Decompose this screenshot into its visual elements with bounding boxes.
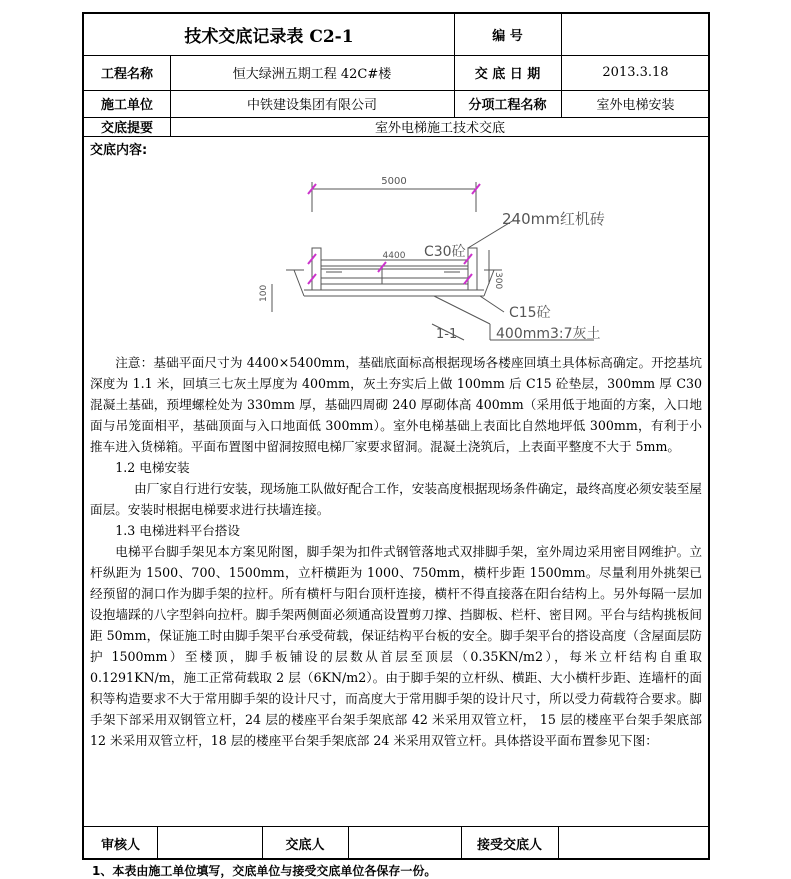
label-soil: 400mm3:7灰土 (496, 326, 601, 342)
dim-top: 5000 (381, 176, 407, 187)
label-section: 1-1 (436, 327, 458, 342)
date-value: 2013.3.18 (602, 65, 669, 80)
heading-1-2: 1.2 电梯安装 (115, 460, 190, 475)
number-value (561, 14, 710, 55)
dim-right: 300 (493, 272, 503, 290)
project-label: 工程名称 (100, 67, 153, 82)
date-label: 交 底 日 期 (474, 67, 541, 82)
label-c30: C30砼 (424, 244, 466, 260)
summary-label: 交底提要 (100, 121, 153, 136)
disclosure-form (82, 12, 710, 860)
project-value: 恒大绿洲五期工程 42C#楼 (232, 67, 392, 82)
unit-label: 施工单位 (100, 98, 153, 113)
paragraph-install: 由厂家自行进行安装，现场施工队做好配合工作，安装高度根据现场条件确定，最终高度必须安装至屋面层。安装时根据电梯要求进行扶墙连接。 (90, 481, 702, 517)
label-brick: 240mm红机砖 (502, 210, 605, 228)
dim-inner: 4400 (382, 251, 406, 261)
subproject-value: 室外电梯安装 (596, 98, 675, 113)
disclosure-body (90, 352, 702, 751)
content-label: 交底内容: (90, 142, 148, 158)
footnote: 1、本表由施工单位填写，交底单位与接受交底单位各保存一份。 (92, 864, 437, 878)
summary-value: 室外电梯施工技术交底 (374, 121, 505, 136)
receiver-label: 接受交底人 (476, 837, 542, 853)
reviewer-value (157, 826, 262, 860)
reviewer-label: 审核人 (100, 837, 140, 853)
label-c15: C15砼 (509, 305, 551, 321)
discloser-value (348, 826, 461, 860)
foundation-section (259, 172, 605, 347)
discloser-label: 交底人 (285, 837, 325, 853)
paragraph-notice: 注意：基础平面尺寸为 4400×5400mm，基础底面标高根据现场各楼座回填土具体标高确定。开挖基坑深度为 1.1 米，回填三七灰土厚度为 400mm，灰土夯实后上做 100mm 后 C15 砼垫层，300mm 厚 C30 混凝土基础，预埋螺栓处为 330mm 厚，基础四周砌 240 厚砌体高 400mm（采用低于地面的方案，入口地面与吊笼面相平，基础顶面与入口地面低 300mm）。室外电梯基础上表面比自然地坪低 300mm，有利于小推车进入货梯箱。平面布置图中留洞按照电梯厂家要求留洞。混凝土浇筑后，上表面平整度不大于 5mm。 (90, 355, 702, 454)
paragraph-platform: 电梯平台脚手架见本方案见附图，脚手架为扣件式钢管落地式双排脚手架，室外周边采用密目网维护。立杆纵距为 1500、700、1500mm，立杆横距为 1000、750mm，横杆步距 1500mm。尽量利用外挑架已经预留的洞口作为脚手架的拉杆。所有横杆与阳台顶杆连接，横杆不得直接落在阳台结构上。另外每隔一层加设抱墙踩的八字型斜向拉杆。脚手架两侧面必须通高设置剪刀撑、挡脚板、栏杆、密目网。平台与结构挑板间距 50mm，保证施工时由脚手架平台承受荷载，保证结构平台板的安全。脚手架平台的搭设高度（含屋面层防护 1500mm）至楼顶，脚手板铺设的层数从首层至顶层（0.35KN/m2），每米立杆结构自重取 0.1291KN/m，施工正常荷载取 2 层（6KN/m2）。由于脚手架的立杆纵、横距、大小横杆步距、连墙杆的面积等构造要求不大于常用脚手架的设计尺寸，而高度大于常用脚手架的设计尺寸，所以受力荷载符合要求。脚手架下部采用双钢管立杆，24 层的楼座平台架手架底部 42 米采用双管立杆， 15 层的楼座平台架手架底部 12 米采用双管立杆，18 层的楼座平台架手架底部 24 米采用双管立杆。具体搭设平面布置参见下图： (90, 544, 702, 748)
dim-left: 100 (259, 284, 269, 302)
number-label: 编 号 (492, 29, 523, 44)
receiver-value (558, 826, 710, 860)
subproject-label: 分项工程名称 (468, 98, 547, 113)
heading-1-3: 1.3 电梯进料平台搭设 (115, 523, 240, 538)
rule (84, 136, 708, 137)
unit-value: 中铁建设集团有限公司 (246, 98, 377, 113)
form-title: 技术交底记录表 C2-1 (184, 27, 354, 47)
